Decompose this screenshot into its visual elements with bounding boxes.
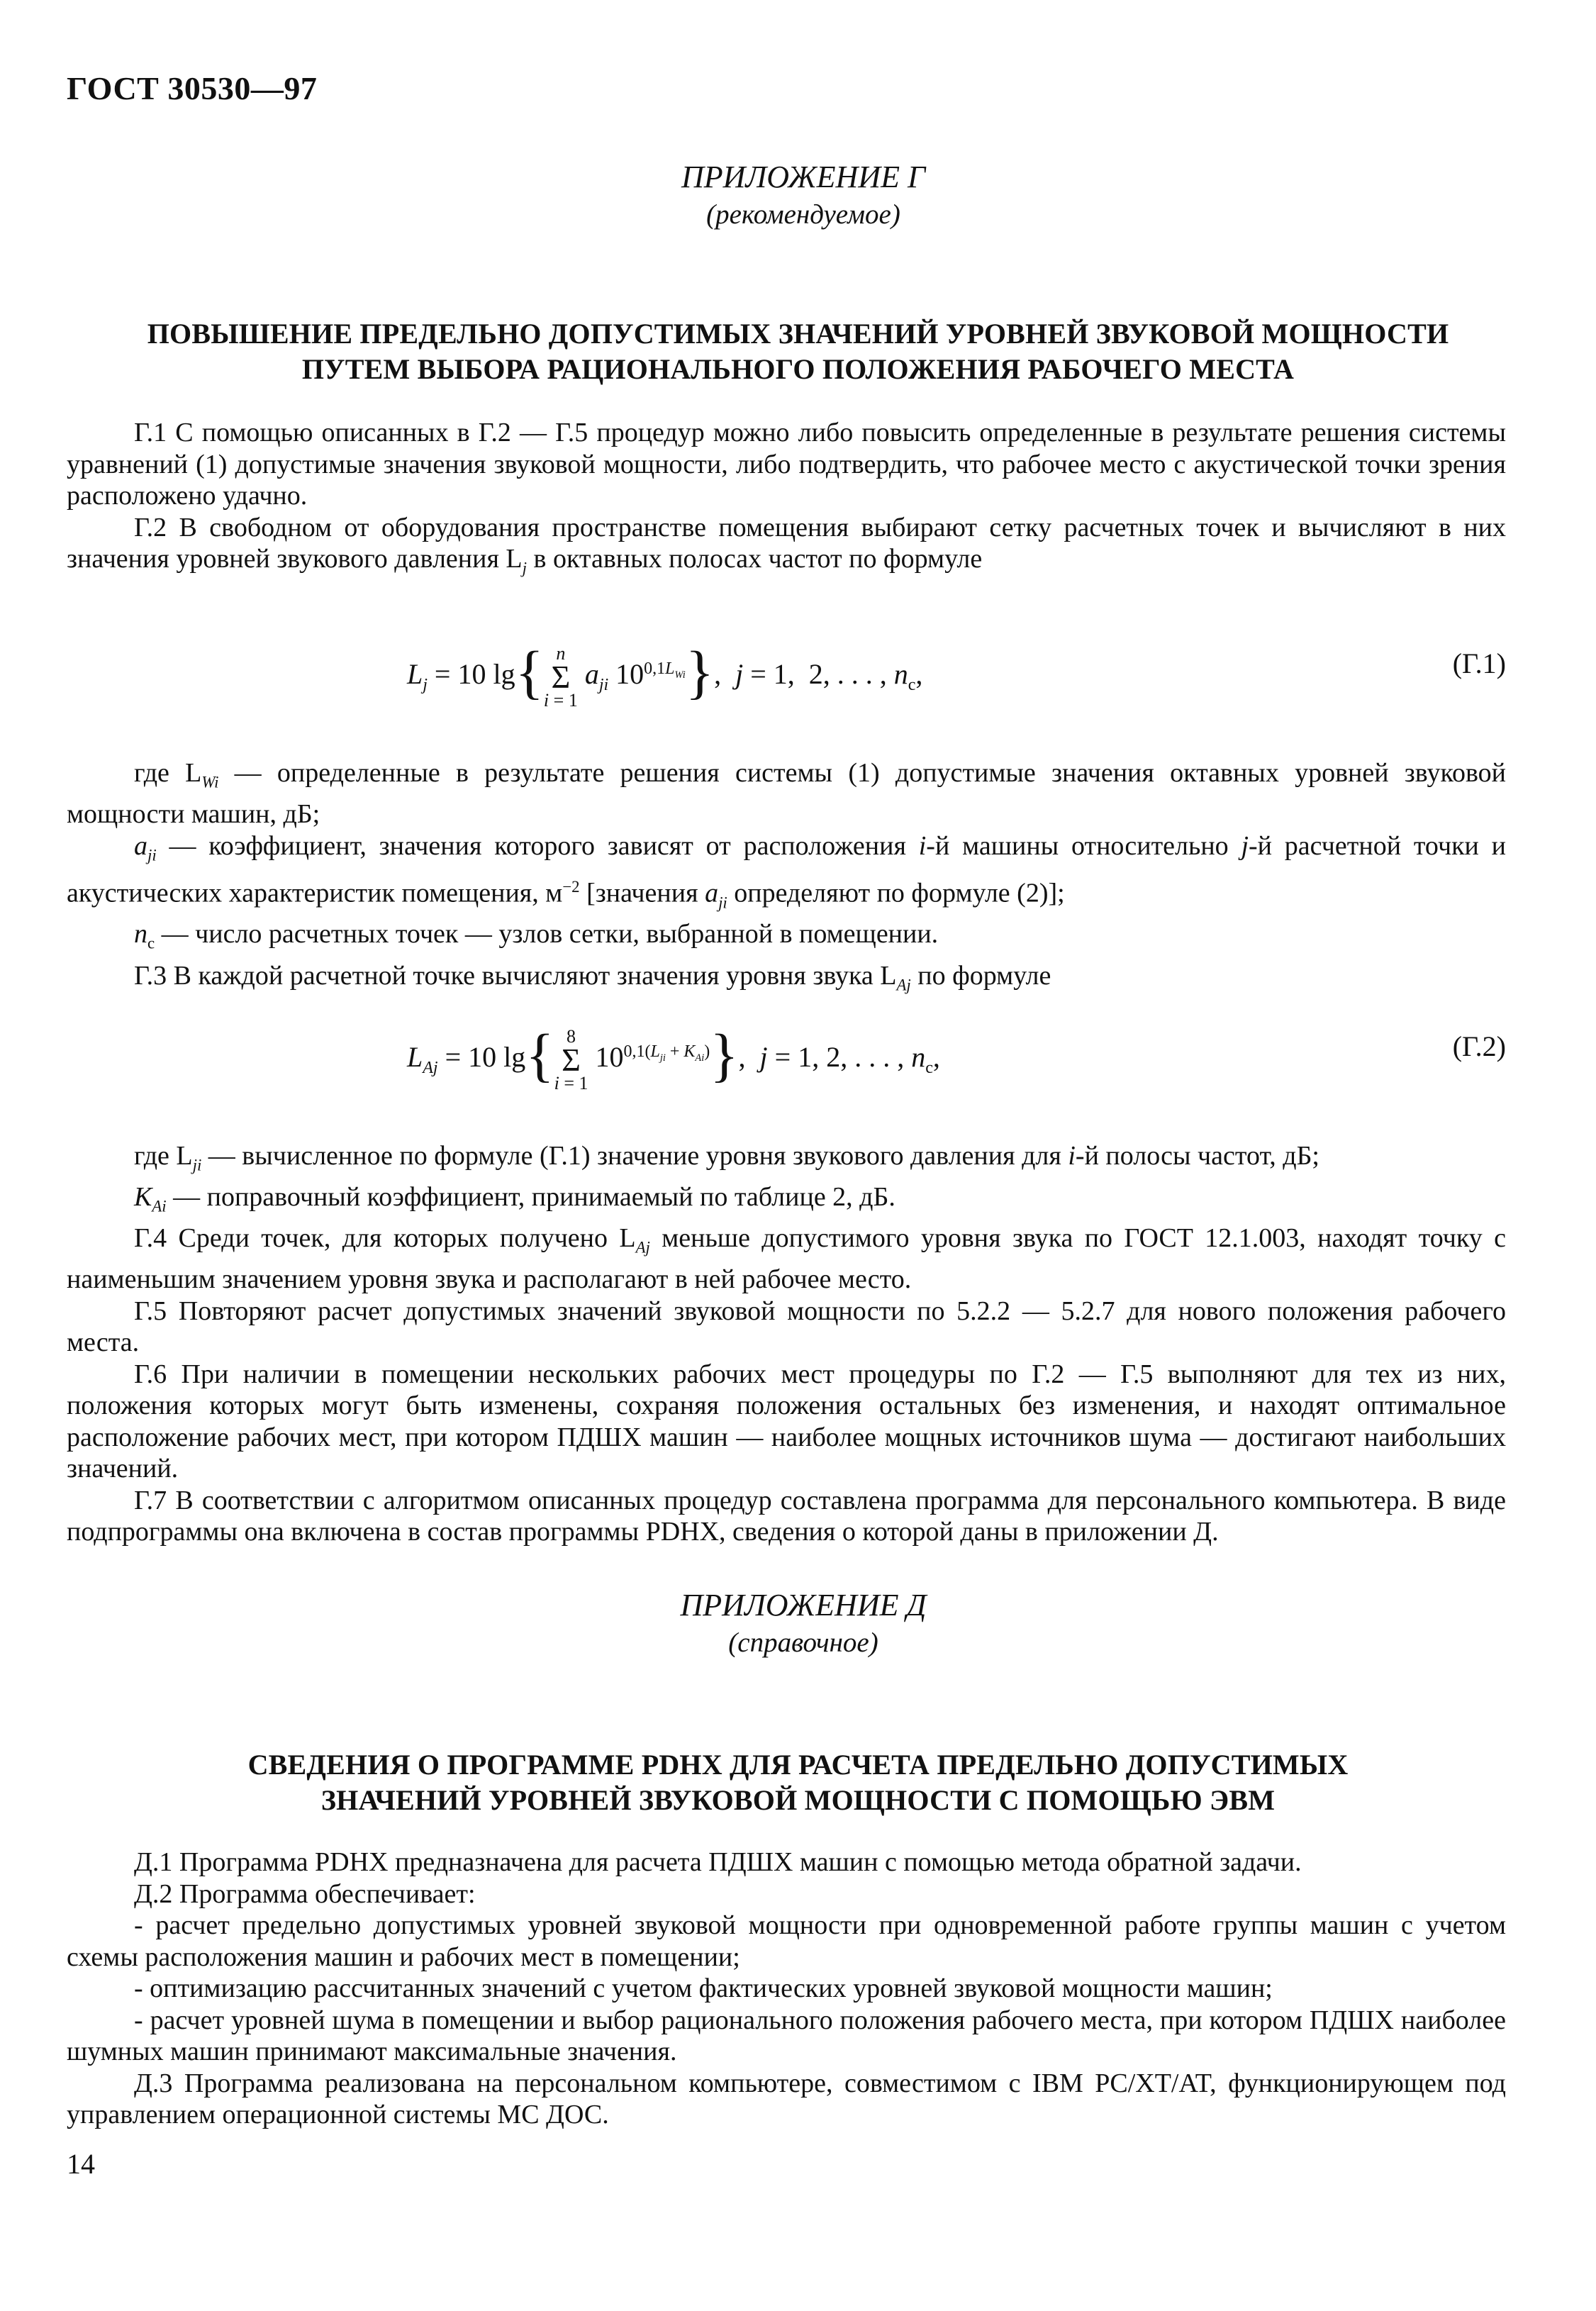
where-aji: $a_{ji}$ — коэффициент, значения которого зависят от расположения i-й машины относительно j-й расчетной точки и акустических характеристик помещения, $м^{-2}$ [значения $a_{ji}$ определяют по формуле (2)];: [67, 830, 1506, 911]
appendix-g-body-part1: [67, 417, 1506, 584]
appendix-d-heading-line2: ЗНАЧЕНИЙ УРОВНЕЙ ЗВУКОВОЙ МОЩНОСТИ С ПОМОЩЬЮ ЭВМ: [320, 1784, 1276, 1816]
appendix-g-body-part2: [67, 757, 1506, 1001]
appendix-g-subtitle: (рекомендуемое): [706, 199, 900, 230]
paragraph-d2: Д.2 Программа обеспечивает:: [134, 1878, 476, 1909]
bullet-d2-2: - оптимизацию рассчитанных значений с учетом фактических уровней звуковой мощности машин;: [134, 1973, 1273, 2003]
appendix-g-body-part3: [67, 1140, 1506, 1548]
formula-g1: [67, 617, 1506, 723]
paragraph-g1: Г.1 С помощью описанных в Г.2 — Г.5 процедур можно либо повысить определенные в результате решения системы уравнений (1) допустимые значения звуковой мощности, либо подтвердить, что рабочее место с акустической точки зрения расположено удачно.: [67, 418, 1506, 511]
bullet-d2-1: - расчет предельно допустимых уровней звуковой мощности при одновременной работе группы машин с учетом схемы расположения машин и рабочих мест в помещении;: [67, 1910, 1506, 1972]
page-number: 14: [67, 2148, 95, 2180]
bullet-d2-3: - расчет уровней шума в помещении и выбор рационального положения рабочего места, при котором ПДШХ наиболее шумных машин принимают максимальные значения.: [67, 2005, 1506, 2066]
appendix-d-title: ПРИЛОЖЕНИЕ Д: [680, 1588, 927, 1622]
formula-g2-expression: $L_{Aj} = 10$ lg{ 8 Σ i = 1 $10^{0,1(L_{ji} + K_{Ai})}$}, j = 1, 2, . . . , $n_c$,: [407, 1023, 940, 1093]
appendix-d-body: [67, 1847, 1506, 2131]
document-code: ГОСТ 30530—97: [67, 70, 318, 106]
paragraph-g2: Г.2 В свободном от оборудования пространстве помещения выбирают сетку расчетных точек и вычисляют в них значения уровней звукового давления $L_j$ в октавных полосах частот по формуле: [67, 512, 1506, 577]
appendix-g-title: ПРИЛОЖЕНИЕ Г: [681, 160, 925, 194]
appendix-g-heading-line1: ПОВЫШЕНИЕ ПРЕДЕЛЬНО ДОПУСТИМЫХ ЗНАЧЕНИЙ УРОВНЕЙ ЗВУКОВОЙ МОЩНОСТИ: [147, 318, 1449, 350]
paragraph-g3: Г.3 В каждой расчетной точке вычисляют значения уровня звука $L_{Aj}$ по формуле: [134, 960, 1051, 994]
appendix-g-heading-line2: ПУТЕМ ВЫБОРА РАЦИОНАЛЬНОГО ПОЛОЖЕНИЯ РАБОЧЕГО МЕСТА: [301, 353, 1295, 385]
where-lji: где $L_{ji}$ — вычисленное по формуле (Г.1) значение уровня звукового давления для i-й полосы частот, дБ;: [134, 1141, 1319, 1174]
where-lwi: где $L_{Wi}$ — определенные в результате решения системы (1) допустимые значения октавных уровней звуковой мощности машин, дБ;: [67, 758, 1507, 830]
appendix-g-heading: [0, 316, 1596, 387]
paragraph-d3: Д.3 Программа реализована на персональном компьютере, совместимом с IBM PC/XT/AT, функционирующем под управлением операционной системы МС ДОС.: [67, 2068, 1506, 2129]
appendix-g-label: [0, 157, 1596, 233]
formula-g2: [67, 1000, 1506, 1106]
appendix-d-heading: [0, 1747, 1596, 1818]
paragraph-d1: Д.1 Программа PDHX предназначена для расчета ПДШХ машин с помощью метода обратной задачи.: [134, 1847, 1302, 1877]
appendix-d-subtitle: (справочное): [728, 1627, 878, 1658]
paragraph-g6: Г.6 При наличии в помещении нескольких рабочих мест процедуры по Г.2 — Г.5 выполняют для тех из них, положения которых могут быть изменены, сохраняя положения остальных без изменения, и находят оптимальное расположение рабочих мест, при котором ПДШХ машин — наиболее мощных источников шума — достигают наибольших значений.: [67, 1359, 1506, 1484]
appendix-d-label: [0, 1586, 1596, 1661]
paragraph-g7: Г.7 В соответствии с алгоритмом описанных процедур составлена программа для персонального компьютера. В виде подпрограммы она включена в состав программы PDHX, сведения о которой даны в приложении Д.: [67, 1485, 1506, 1547]
where-kai: $K_{Ai}$ — поправочный коэффициент, принимаемый по таблице 2, дБ.: [134, 1182, 895, 1215]
formula-g1-number: (Г.1): [1452, 647, 1506, 679]
where-nc: $n_c$ — число расчетных точек — узлов сетки, выбранной в помещении.: [134, 919, 939, 953]
paragraph-g4: Г.4 Среди точек, для которых получено $L_{Aj}$ меньше допустимого уровня звука по ГОСТ 12.1.003, находят точку с наименьшим значением уровня звука и располагают в ней рабочее место.: [67, 1223, 1506, 1295]
formula-g2-number: (Г.2): [1452, 1030, 1506, 1062]
formula-g1-expression: $L_j = 10$ lg{ n Σ i = 1 $a_{ji}$ $10^{0,1L_{Wi}}$}, j = 1, 2, . . . , $n_c$,: [407, 640, 923, 711]
appendix-d-heading-line1: СВЕДЕНИЯ О ПРОГРАММЕ PDHX ДЛЯ РАСЧЕТА ПРЕДЕЛЬНО ДОПУСТИМЫХ: [247, 1749, 1349, 1781]
paragraph-g5: Г.5 Повторяют расчет допустимых значений звуковой мощности по 5.2.2 — 5.2.7 для нового положения рабочего места.: [67, 1296, 1506, 1358]
